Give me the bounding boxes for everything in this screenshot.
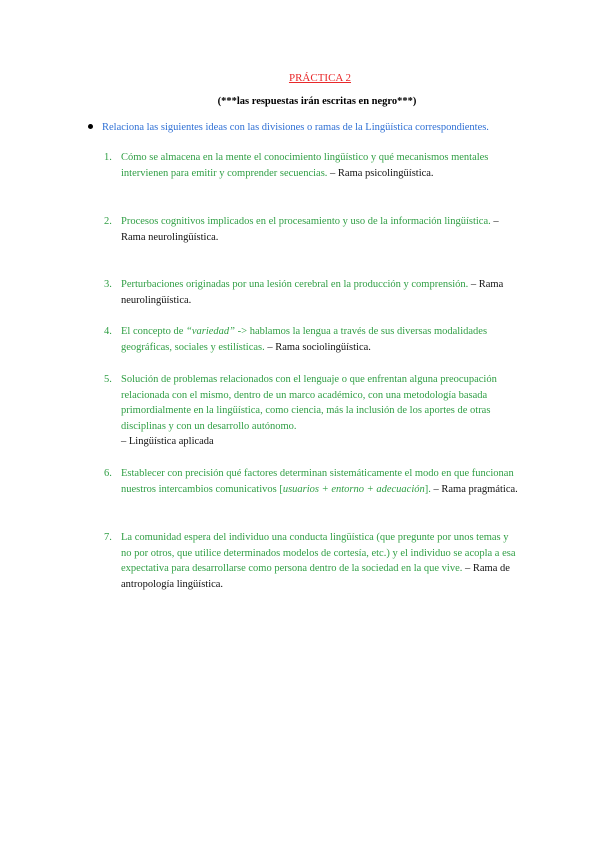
item-text (121, 277, 521, 308)
instruction-text: Relaciona las siguientes ideas con las divisiones o ramas de la Lingüística correspondientes. (102, 122, 489, 133)
item-question-italic: “variedad” (186, 326, 236, 337)
item-number: 2. (104, 216, 112, 227)
item-answer: – Lingüística aplicada (121, 436, 214, 447)
item-number: 4. (104, 326, 112, 337)
item-number: 6. (104, 468, 112, 479)
item-question-post: -> hablamos la lengua a través de sus diversas modalidades geográficas, sociales y estilísticas. (121, 326, 488, 353)
item-text (121, 466, 521, 497)
item-question: La comunidad espera del individuo una conducta lingüística (que pregunte por unos temas y no por otros, que utilice determinados modelos de cortesía, etc.) y el individuo se acopla a esa expectativa para desarrollarse como persona dentro de la sociedad en la que vive. (121, 532, 516, 574)
item-answer: – Rama psicolingüística. (327, 167, 434, 179)
item-text (121, 324, 521, 355)
item-text (121, 214, 521, 245)
item-question-post: ]. (424, 483, 431, 495)
item-number: 1. (104, 152, 112, 163)
item-question: Perturbaciones originadas por una lesión cerebral en la producción y comprensión. (121, 279, 469, 290)
item-text (121, 530, 521, 592)
item-answer: – Rama neurolingüística. (121, 279, 504, 306)
bullet-dot-icon (88, 124, 93, 129)
item-number: 5. (104, 374, 112, 385)
item-question: Procesos cognitivos implicados en el procesamiento y uso de la información lingüística. (121, 216, 491, 227)
item-question: Cómo se almacena en la mente el conocimiento lingüístico y qué mecanismos mentales intervienen para emitir y comprender secuencias. (121, 152, 489, 179)
item-number: 3. (104, 279, 112, 290)
item-text (121, 150, 521, 181)
item-question-pre: El concepto de (121, 326, 187, 337)
item-answer: – Rama neurolingüística. (121, 216, 499, 243)
page-title: PRÁCTICA 2 (288, 72, 352, 84)
item-answer: – Rama pragmática. (430, 483, 518, 495)
item-text (121, 372, 521, 450)
item-question-italic: usuarios + entorno + adecuación (282, 483, 425, 495)
item-question-pre: Establecer con precisión qué factores determinan sistemáticamente el modo en que funcionan nuestros intercambios comunicativos [ (121, 468, 514, 495)
item-answer: – Rama sociolingüística. (264, 341, 371, 353)
item-answer: – Rama de antropología lingüística. (121, 563, 510, 590)
item-number: 7. (104, 532, 112, 543)
item-question: Solución de problemas relacionados con el lenguaje o que enfrentan alguna preocupación relacionada con el mismo, dentro de un marco académico, con una metodología basada primordialmente en la lingüística, como ciencia, más la inclusión de los aportes de otras disciplinas y con un desarrollo autónomo. (121, 374, 497, 432)
page-subtitle: (***las respuestas irán escritas en negro***) (217, 96, 417, 107)
